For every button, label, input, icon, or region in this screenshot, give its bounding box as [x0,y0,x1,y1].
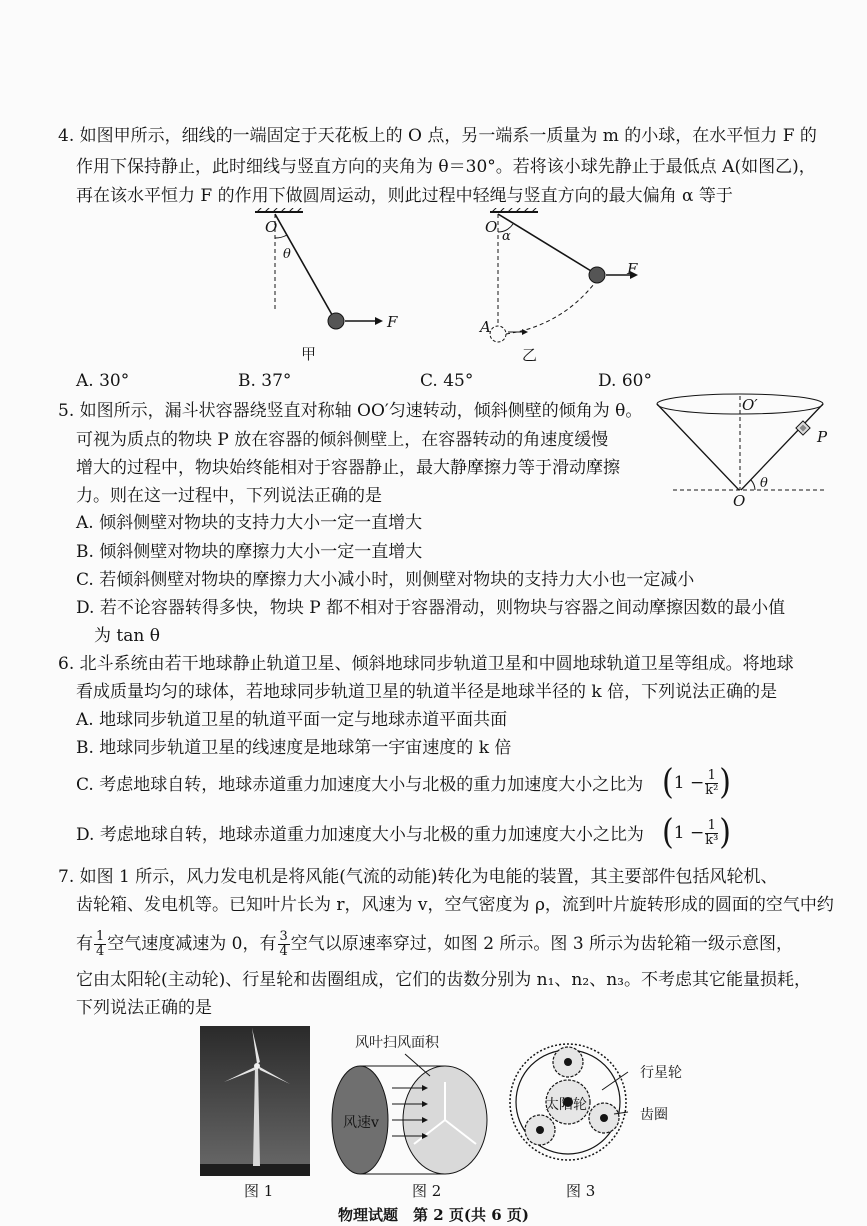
q6-option-d-expression: (1 − $\frac{1}{\text{k³}}$ ) [662,812,731,853]
q5-option-b: B. 倾斜侧壁对物块的摩擦力大小一定一直增大 [76,542,423,562]
figure-3-caption: 图 3 [566,1182,596,1200]
fig3-label-sun-gear: 太阳轮 [545,1097,587,1113]
figure-jia [225,208,415,368]
figure-yi [470,208,670,368]
q5-option-d-line-2: 为 tan θ [94,626,160,646]
q5-option-a: A. 倾斜侧壁对物块的支持力大小一定一直增大 [76,513,423,533]
funnel-label-p: P [817,428,828,446]
q5-option-d-line-1: D. 若不论容器转得多快，物块 P 都不相对于容器滑动，则物块与容器之间动摩擦因数的最小值 [76,598,786,618]
funnel-label-oprime: O′ [742,396,758,414]
q4-option-d: D. 60° [598,371,652,391]
jia-label-o: O [265,218,278,236]
q6-line-2: 看成质量均匀的球体，若地球同步轨道卫星的轨道半径是地球半径的 k 倍，下列说法正确的是 [76,682,778,702]
q7-line-5: 下列说法正确的是 [76,998,212,1018]
q5-line-1: 5. 如图所示，漏斗状容器绕竖直对称轴 OO′匀速转动，倾斜侧壁的倾角为 θ。 [58,401,643,421]
q4-option-b: B. 37° [238,371,292,391]
fig2-label-swept-area: 风叶扫风面积 [355,1035,439,1051]
q7-line-4: 它由太阳轮(主动轮)、行星轮和齿圈组成，它们的齿数分别为 n₁、n₂、n₃。不考虑其它能量损耗， [76,970,811,990]
q5-line-3: 增大的过程中，物块始终能相对于容器静止，最大静摩擦力等于滑动摩擦 [76,458,620,478]
page-footer: 物理试题 第 2 页(共 6 页) [338,1206,529,1224]
q5-line-4: 力。则在这一过程中，下列说法正确的是 [76,486,382,506]
q5-option-c: C. 若倾斜侧壁对物块的摩擦力大小减小时，则侧壁对物块的支持力大小也一定减小 [76,570,695,590]
q6-option-a: A. 地球同步轨道卫星的轨道平面一定与地球赤道平面共面 [76,710,508,730]
q5-line-2: 可视为质点的物块 P 放在容器的倾斜侧壁上，在容器转动的角速度缓慢 [76,430,609,450]
q7-line-3: 有 $\frac{1}{4}$ 空气速度减速为 0，有 $\frac{3}{4}$ 空气以原速率穿过，如图 2 所示。图 3 所示为齿轮箱一级示意图， [76,929,794,959]
jia-label-theta: θ [283,247,291,262]
fig3-label-planet-gear: 行星轮 [640,1065,682,1081]
q4-line-1: 4. 如图甲所示，细线的一端固定于天花板上的 O 点，另一端系一质量为 m 的小球，在水平恒力 F 的 [58,126,817,146]
figure-1-wind-turbine-photo [200,1026,310,1176]
q4-line-3: 再在该水平恒力 F 的作用下做圆周运动，则此过程中轻绳与竖直方向的最大偏角 α 等于 [76,186,733,206]
q6-line-1: 6. 北斗系统由若干地球静止轨道卫星、倾斜地球同步轨道卫星和中圆地球轨道卫星等组成。将地球 [58,654,794,674]
q7-line-2: 齿轮箱、发电机等。已知叶片长为 r，风速为 v，空气密度为 ρ，流到叶片旋转形成的圆面的空气中约 [76,895,834,915]
q6-option-c-expression: (1 − $\frac{1}{\text{k²}}$ ) [662,762,731,803]
fig3-leader-lines [600,1062,640,1122]
q7-line-1: 7. 如图 1 所示，风力发电机是将风能(气流的动能)转化为电能的装置，其主要部件包括风轮机、 [58,867,778,887]
yi-caption: 乙 [522,346,538,364]
funnel-label-theta: θ [760,476,768,491]
jia-caption: 甲 [301,345,317,363]
yi-label-alpha: α [502,229,511,244]
q6-option-c: C. 考虑地球自转，地球赤道重力加速度大小与北极的重力加速度大小之比为 [76,775,644,795]
fig3-label-ring-gear: 齿圈 [640,1107,668,1123]
figure-2-caption: 图 2 [412,1182,442,1200]
figure-1-caption: 图 1 [244,1182,274,1200]
q4-option-a: A. 30° [76,371,130,391]
yi-label-a: A [480,318,491,336]
q4-line-2: 作用下保持静止，此时细线与竖直方向的夹角为 θ＝30°。若将该小球先静止于最低点 A(如图乙)， [76,157,816,177]
fig2-label-wind-speed: 风速v [343,1115,379,1131]
q6-option-b: B. 地球同步轨道卫星的线速度是地球第一宇宙速度的 k 倍 [76,738,512,758]
q6-option-d: D. 考虑地球自转，地球赤道重力加速度大小与北极的重力加速度大小之比为 [76,825,644,845]
funnel-label-o: O [733,492,746,510]
q4-option-c: C. 45° [420,371,474,391]
yi-label-f: F [627,260,638,278]
yi-label-o: O [485,218,498,236]
jia-label-f: F [387,313,398,331]
